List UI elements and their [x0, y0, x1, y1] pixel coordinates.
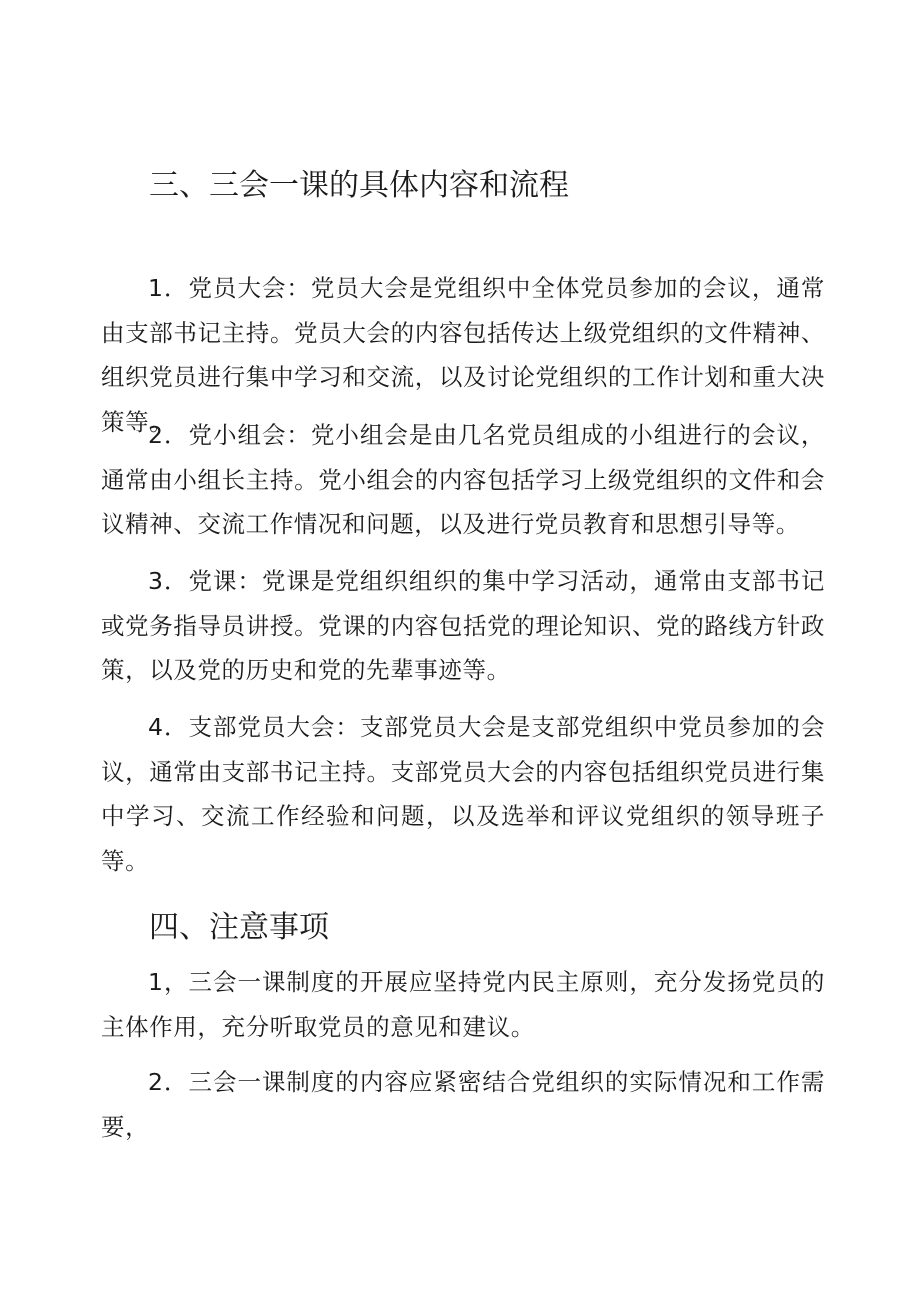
paragraph-note-2: 2．三会一课制度的内容应紧密结合党组织的实际情况和工作需要， [101, 1068, 825, 1141]
section-heading-notes: 四、注意事项 [149, 910, 329, 945]
section-heading-content-and-process: 三、三会一课的具体内容和流程 [149, 168, 569, 203]
paragraph-party-group-meeting: 2．党小组会：党小组会是由几名党员组成的小组进行的会议，通常由小组长主持。党小组会的内容包括学习上级党组织的文件和会议精神、交流工作情况和问题，以及进行党员教育和思想引导等。 [101, 421, 825, 538]
paragraph-branch-member-congress: 4．支部党员大会：支部党员大会是支部党组织中党员参加的会议，通常由支部书记主持。支部党员大会的内容包括组织党员进行集中学习、交流工作经验和问题，以及选举和评议党组织的领导班子等。 [101, 713, 825, 875]
paragraph-party-lecture: 3．党课：党课是党组织组织的集中学习活动，通常由支部书记或党务指导员讲授。党课的内容包括党的理论知识、党的路线方针政策，以及党的历史和党的先辈事迹等。 [101, 567, 825, 684]
paragraph-party-member-congress: 1．党员大会：党员大会是党组织中全体党员参加的会议，通常由支部书记主持。党员大会的内容包括传达上级党组织的文件精神、组织党员进行集中学习和交流，以及讨论党组织的工作计划和重大决策等。 [101, 274, 825, 436]
paragraph-note-1: 1，三会一课制度的开展应坚持党内民主原则，充分发扬党员的主体作用，充分听取党员的意见和建议。 [101, 968, 825, 1041]
